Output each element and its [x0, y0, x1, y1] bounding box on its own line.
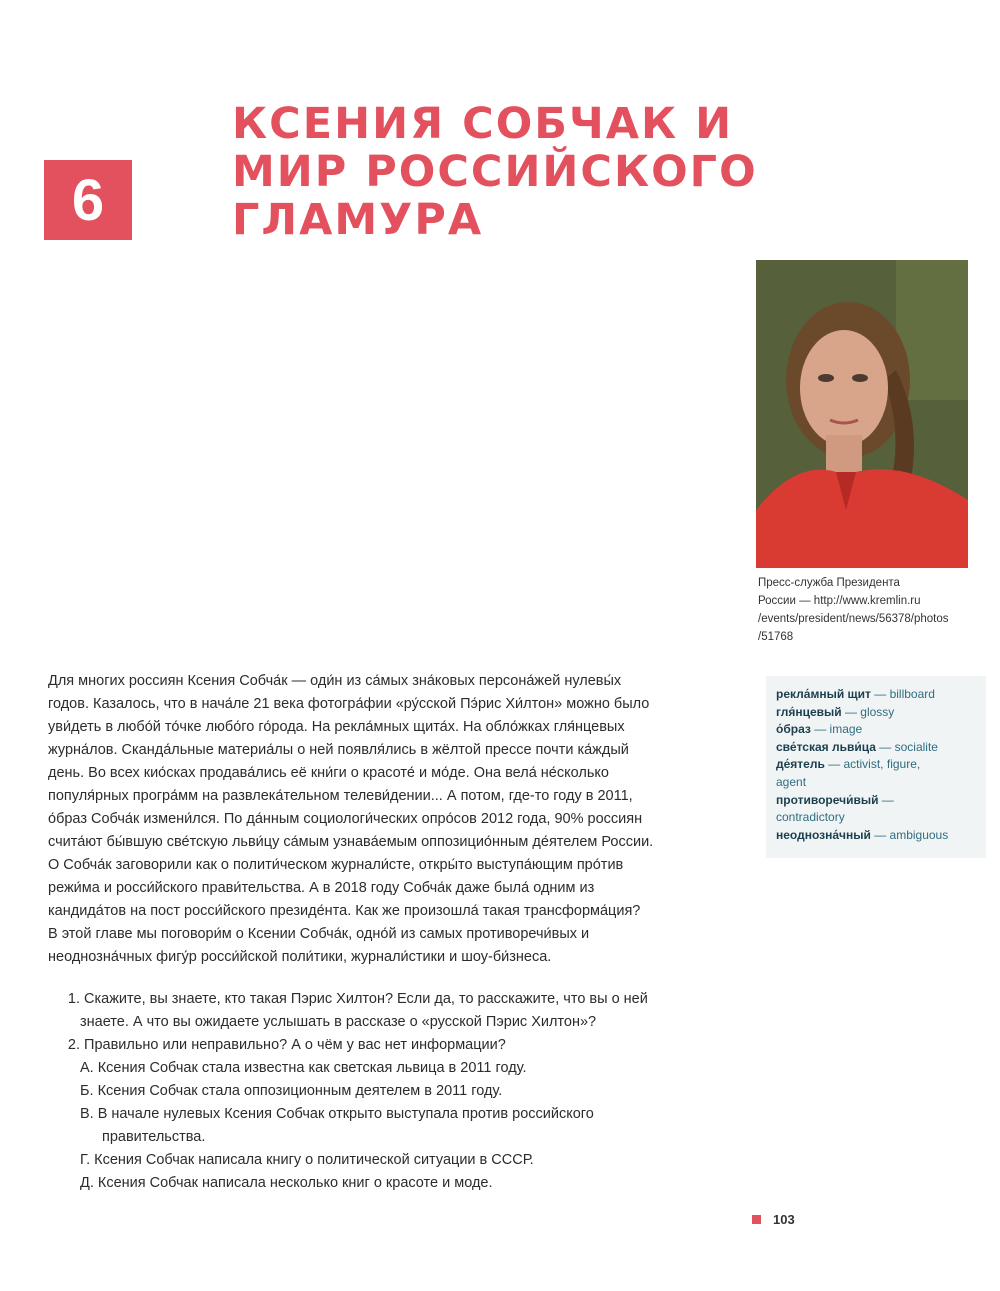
body-line: годов. Казалось, что в нача́ле 21 века фотогра́фии «ру́сской Пэ́рис Хи́лтон» можно было	[48, 696, 650, 712]
question-text: Скажите, вы знаете, кто такая Пэрис Хилтон? Если да, то расскажите, что вы о ней	[84, 991, 648, 1007]
body-paragraph	[48, 670, 728, 969]
caption-line: Пресс-служба Президента	[758, 577, 900, 589]
question-number: 2.	[67, 1037, 80, 1053]
glossary-term: све́тская льви́ца	[776, 739, 876, 754]
glossary-term: гля́нцевый	[776, 704, 842, 719]
glossary-definition: — ambiguous	[870, 827, 949, 842]
page-footer	[752, 1212, 795, 1227]
glossary-item	[776, 809, 986, 827]
glossary-definition: — image	[810, 722, 863, 737]
body-line: неоднозна́чных фигу́р росси́йской поли́тики, журнали́стики и шоу-би́знеса.	[48, 949, 552, 965]
photo-caption	[758, 574, 973, 646]
caption-line: /events/president/news/56378/photos	[758, 613, 949, 625]
chapter-number: 6	[71, 167, 105, 233]
chapter-title-line: КСЕНИЯ СОБЧАК И	[232, 99, 734, 149]
body-line: О Собча́к заговорили как о полити́ческом журнали́сте, откры́то выступа́ющим про́тив	[48, 857, 624, 873]
glossary-term: противоречи́вый	[776, 792, 879, 807]
glossary-item	[776, 756, 986, 774]
chapter-title	[232, 100, 792, 244]
portrait-photo	[756, 260, 968, 568]
question-2	[48, 1034, 748, 1057]
glossary-item	[776, 704, 986, 722]
question-item: Г. Ксения Собчак написала книгу о политической ситуации в СССР.	[80, 1152, 534, 1168]
glossary-term: неоднозна́чный	[776, 827, 871, 842]
glossary-item	[776, 686, 986, 704]
glossary-item	[776, 721, 986, 739]
body-line: Для многих россиян Ксения Собча́к — оди́н из са́мых зна́ковых персона́жей нулевы́х	[48, 673, 622, 689]
page-marker-icon	[752, 1215, 761, 1224]
body-line: кандида́тов на пост росси́йского президе́нта. Как же произошла́ такая трансформа́ция?	[48, 903, 641, 919]
body-line: день. Во всех кио́сках продава́лись её кни́ги о красоте́ и мо́де. Она вела́ не́сколько	[48, 765, 609, 781]
body-line: счита́ют бы́вшую све́тскую льви́цу са́мым узнава́емым оппозицио́нным де́ятелем России.	[48, 834, 654, 850]
chapter-title-line: ГЛАМУРА	[232, 195, 484, 245]
glossary-definition: contradictory	[776, 810, 845, 825]
question-1	[48, 988, 748, 1011]
body-line: популя́рных програ́мм на развлека́тельном телеви́дении... А потом, где-то году в 2011,	[48, 788, 633, 804]
question-item: В. В начале нулевых Ксения Собчак открыто выступала против российского	[80, 1106, 594, 1122]
question-item: А. Ксения Собчак стала известна как светская львица в 2011 году.	[80, 1060, 527, 1076]
question-list	[48, 988, 748, 1195]
question-text: знаете. А что вы ожидаете услышать в рассказе о «русской Пэрис Хилтон»?	[80, 1014, 597, 1030]
question-1-continued	[48, 1011, 748, 1034]
question-number: 1.	[67, 991, 80, 1007]
glossary-item	[776, 827, 986, 845]
caption-line: /51768	[758, 631, 794, 643]
glossary-definition: — activist, figure,	[824, 757, 921, 772]
glossary-item	[776, 792, 986, 810]
glossary-definition: — billboard	[870, 687, 935, 701]
body-line: режи́ма и росси́йского прави́тельства. А в 2018 году Собча́к даже была́ одним из	[48, 880, 595, 896]
body-line: журна́лов. Сканда́льные материа́лы о ней появля́лись в жёлтой прессе почти ка́ждый	[48, 742, 629, 758]
glossary-definition: — socialite	[875, 739, 938, 754]
glossary-item	[776, 739, 986, 757]
glossary-term: де́ятель	[776, 757, 825, 772]
chapter-title-line: МИР РОССИЙСКОГО	[232, 147, 758, 197]
caption-line: России — http://www.kremlin.ru	[758, 595, 921, 607]
glossary-term: рекла́мный щит	[776, 687, 871, 701]
chapter-number-box	[44, 160, 132, 240]
glossary-definition: —	[878, 792, 894, 807]
glossary-item	[776, 774, 986, 792]
body-line: уви́деть в любо́й то́чке любо́го го́рода. На рекла́мных щита́х. На обло́жках гля́нцевых	[48, 719, 625, 735]
portrait-illustration	[756, 260, 968, 568]
question-item: Б. Ксения Собчак стала оппозиционным деятелем в 2011 году.	[80, 1083, 503, 1099]
body-line: о́браз Собча́к измени́лся. По да́нным социологи́ческих опро́сов 2012 года, 90% россиян	[48, 811, 643, 827]
question-item-continued: правительства.	[102, 1129, 206, 1145]
question-item: Д. Ксения Собчак написала несколько книг о красоте и моде.	[80, 1175, 493, 1191]
page-number: 103	[773, 1212, 795, 1227]
glossary-definition: agent	[776, 774, 807, 789]
glossary-box	[766, 676, 986, 858]
question-text: Правильно или неправильно? А о чём у вас нет информации?	[84, 1037, 506, 1053]
body-line: В этой главе мы поговори́м о Ксении Собча́к, одно́й из самых противоречи́вых и	[48, 926, 590, 942]
glossary-definition: — glossy	[841, 704, 895, 719]
glossary-term: о́браз	[776, 722, 811, 737]
